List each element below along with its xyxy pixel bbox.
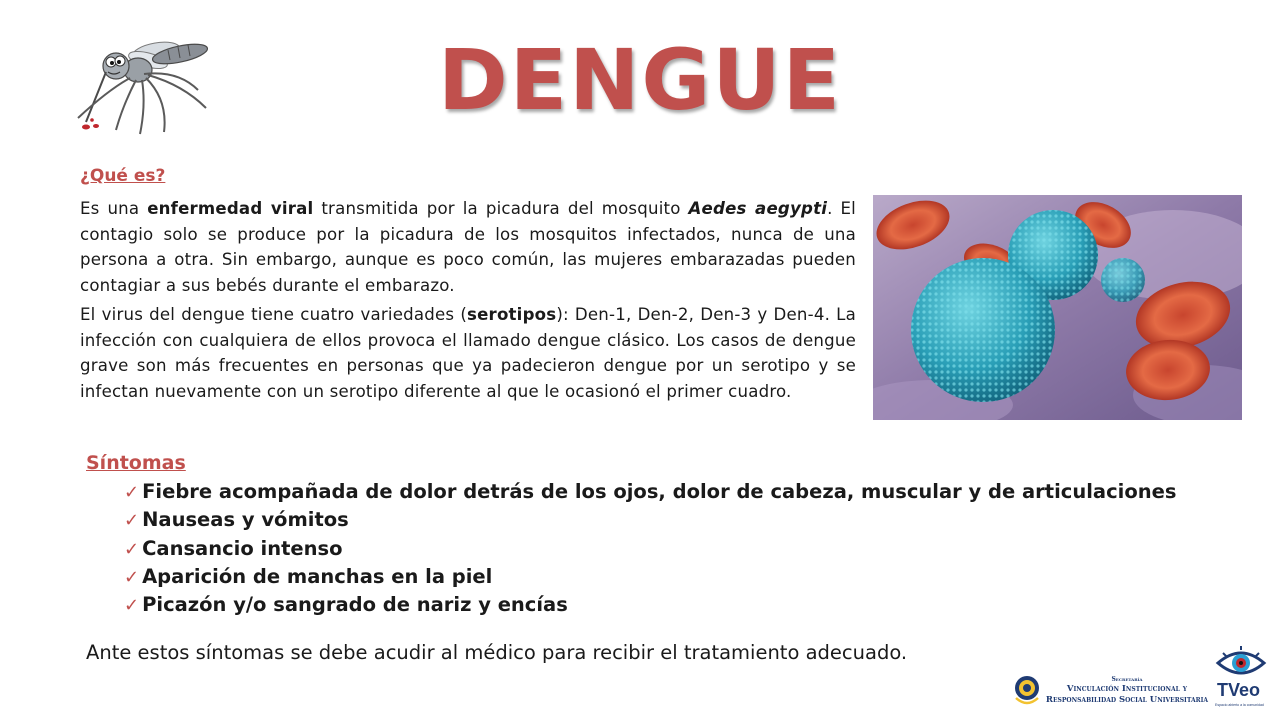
symptoms-heading: Síntomas [86,452,186,474]
mosquito-cartoon-icon [68,30,213,140]
list-item [124,563,1176,591]
tveo-logo-text: TVeo [1217,680,1261,700]
definition-bold-term: enfermedad viral [147,199,314,218]
symptom-text: Picazón y/o sangrado de nariz y encías [142,593,568,617]
symptom-text: Aparición de manchas en la piel [142,564,493,588]
secretaria-line1: Vinculación Institucional y [1066,684,1188,694]
secretaria-line2: Responsabilidad Social Universitaria [1045,695,1209,705]
check-icon: ✓ [124,538,140,560]
symptom-text: Fiebre acompañada de dolor detrás de los ojos, dolor de cabeza, muscular y de articulaciones [142,480,1177,503]
secretaria-line0: Secretaría [1111,676,1143,683]
serotypes-paragraph [80,302,856,404]
definition-text-1: Es una [80,199,148,218]
slide-title: DENGUE [438,31,842,129]
list-item [124,591,1176,619]
check-icon: ✓ [124,482,140,503]
list-item [124,506,1176,534]
serotypes-text-1: El virus del dengue tiene cuatro variedades ( [80,305,468,324]
tveo-tagline: Espacio abierto a la comunidad [1215,703,1264,707]
symptom-text: Cansancio intenso [142,536,343,560]
symptom-text: Nauseas y vómitos [142,508,349,532]
serotypes-text-2: ): Den-1, Den-2, Den-3 y Den-4. La infección con cualquiera de ellos provoca el llamado dengue clásico. Los casos de dengue grave son más frecuentes en personas que ya padecieron dengue por un serotipo y se infectan nuevamente con un serotipo diferente al que le ocasionó el primer cuadro. [80,305,856,401]
list-item [124,478,1176,506]
definition-paragraph [80,196,856,298]
serotypes-bold-term: serotipos [467,305,557,324]
check-icon: ✓ [124,595,140,617]
check-icon: ✓ [124,510,140,532]
symptoms-list [124,478,1176,619]
definition-text-3: . El contagio solo se produce por la picadura de los mosquitos infectados, nunca de una persona a otra. Sin embargo, aunque es poco común, las mujeres embarazadas pueden contagiar a sus bebés durante el embarazo. [80,199,856,295]
dengue-virus-illustration [873,195,1242,420]
what-is-heading: ¿Qué es? [80,166,166,186]
definition-text-2: transmitida por la picadura del mosquito [313,199,689,218]
secretaria-logo-text [1044,676,1210,706]
mosquito-species-name: Aedes aegypti [688,199,828,218]
list-item [124,535,1176,563]
check-icon: ✓ [124,566,140,588]
conclusion-text: Ante estos síntomas se debe acudir al médico para recibir el tratamiento adecuado. [86,641,908,664]
